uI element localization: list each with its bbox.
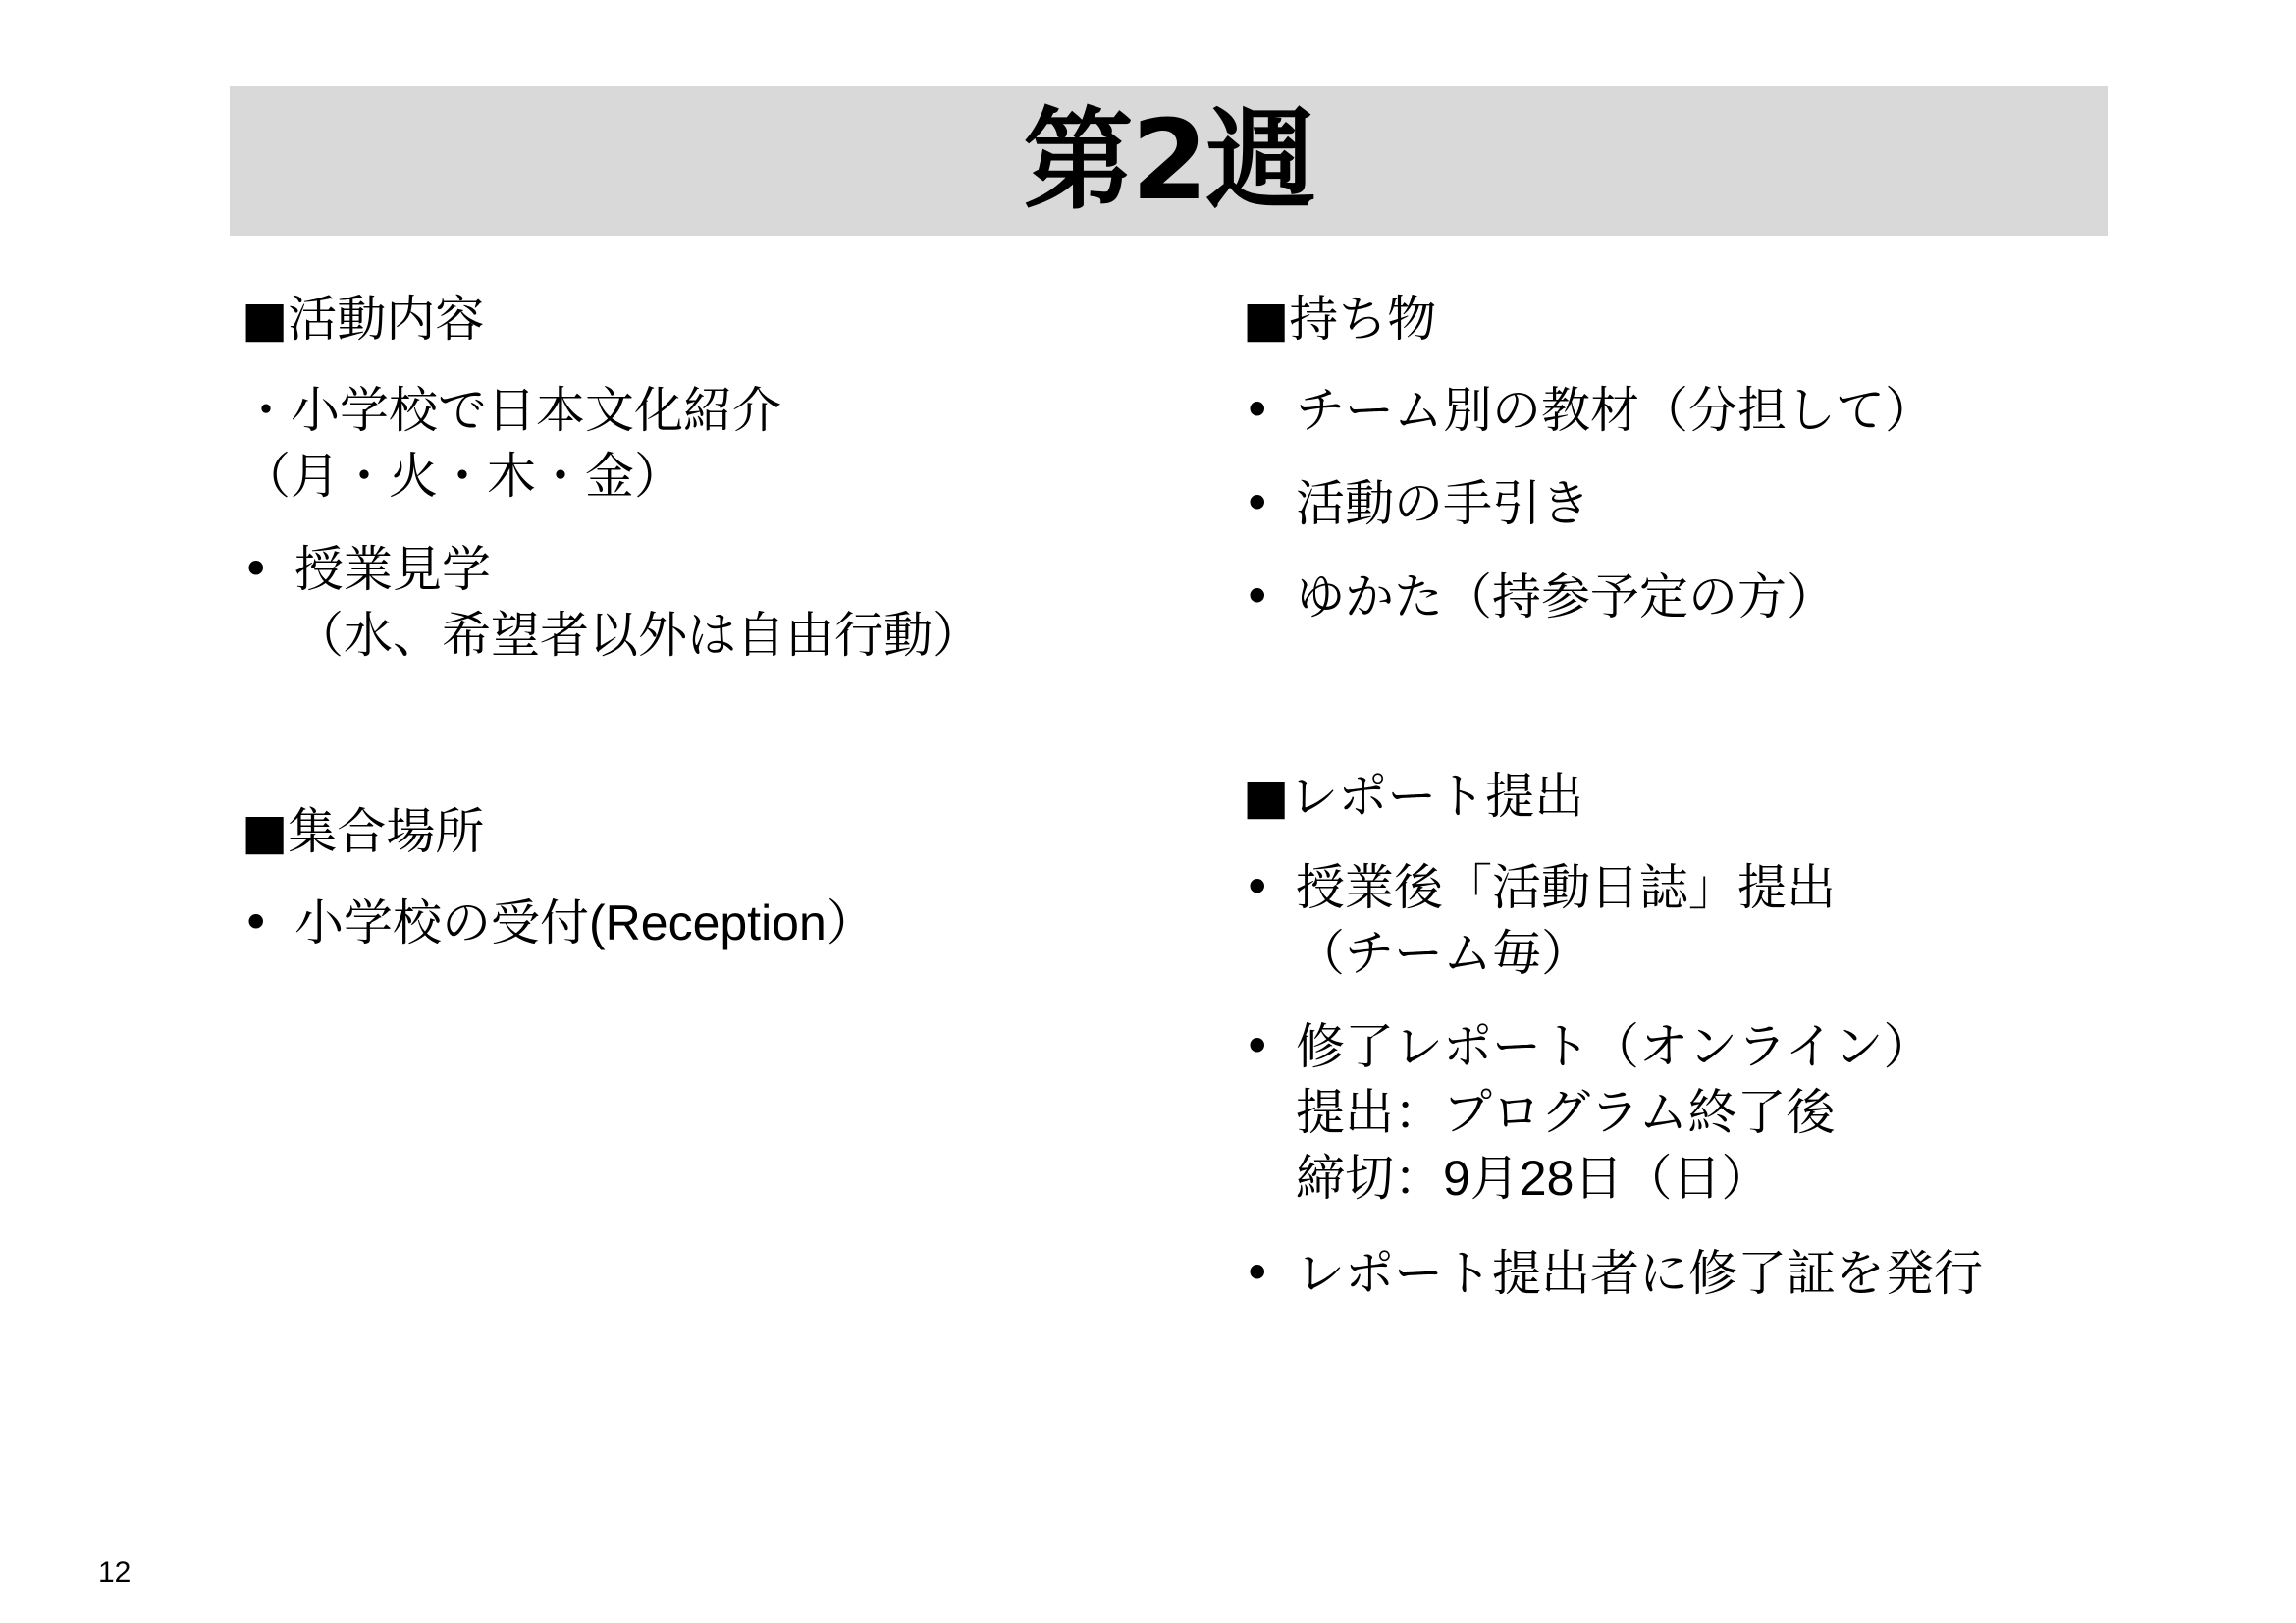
bullet: • bbox=[1243, 859, 1272, 916]
belongings-item-2: 活動の手引き bbox=[1296, 475, 1590, 532]
bullet: • bbox=[241, 541, 271, 598]
report-heading: ■レポート提出 bbox=[1243, 768, 1584, 825]
meeting-section bbox=[241, 799, 876, 956]
activity-list bbox=[241, 378, 982, 669]
list-item bbox=[1243, 855, 1983, 987]
belongings-item-3: ゆかた（持参予定の方） bbox=[1296, 568, 1836, 625]
meeting-item-1-text: 小学校の受付 bbox=[294, 894, 589, 951]
activity-item-2-line-2: （水、希望者以外は自由行動） bbox=[294, 607, 982, 664]
list-item bbox=[1243, 565, 1934, 630]
deadline-day: （日） bbox=[1623, 1150, 1771, 1207]
bullet: • bbox=[1243, 1018, 1272, 1075]
list-item bbox=[1243, 1241, 1983, 1307]
report-item-1-line-1: 授業後「活動日誌」提出 bbox=[1296, 859, 1836, 916]
list-item bbox=[241, 378, 982, 510]
activity-heading: ■活動内容 bbox=[241, 291, 485, 348]
bullet: • bbox=[241, 894, 271, 951]
meeting-heading: ■集合場所 bbox=[241, 803, 485, 860]
meeting-list bbox=[241, 891, 876, 956]
report-list bbox=[1243, 855, 1983, 1307]
belongings-heading: ■持ち物 bbox=[1243, 291, 1437, 348]
deadline-date: 9月28日 bbox=[1443, 1151, 1624, 1206]
report-item-2-line-2: 提出：プログラム終了後 bbox=[1296, 1084, 1836, 1141]
list-item bbox=[1243, 471, 1934, 537]
activity-item-1-line-2: （月・火・木・金） bbox=[241, 448, 683, 505]
activity-item-2-line-1: 授業見学 bbox=[294, 541, 491, 598]
deadline-label: 締切： bbox=[1296, 1150, 1443, 1207]
report-section bbox=[1243, 764, 1983, 1307]
bullet: • bbox=[1243, 475, 1272, 532]
activity-item-1-line-1: ・小学校で日本文化紹介 bbox=[241, 382, 781, 439]
report-item-2-line-1: 修了レポート（オンライン） bbox=[1296, 1018, 1933, 1075]
list-item bbox=[241, 537, 982, 669]
bullet: • bbox=[1243, 382, 1272, 439]
meeting-item-1-latin: (Reception bbox=[589, 895, 827, 950]
report-item-1-line-2: （チーム毎） bbox=[1296, 925, 1590, 982]
activity-section bbox=[241, 287, 982, 669]
bullet: • bbox=[1243, 1245, 1272, 1302]
list-item bbox=[241, 891, 876, 956]
title-bar bbox=[230, 86, 2108, 236]
belongings-section bbox=[1243, 287, 1934, 630]
belongings-item-1: チーム別の教材（分担して） bbox=[1296, 382, 1934, 439]
belongings-list bbox=[1243, 378, 1934, 630]
meeting-item-1 bbox=[294, 891, 876, 956]
meeting-item-1-close: ） bbox=[826, 894, 876, 951]
report-item-3: レポート提出者に修了証を発行 bbox=[1296, 1245, 1983, 1302]
list-item bbox=[1243, 1014, 1983, 1212]
page-title: 第2週 bbox=[1023, 97, 1314, 225]
bullet: • bbox=[1243, 568, 1272, 625]
page-number: 12 bbox=[98, 1556, 132, 1589]
report-item-2-line-3 bbox=[1296, 1146, 1983, 1212]
list-item bbox=[1243, 378, 1934, 444]
